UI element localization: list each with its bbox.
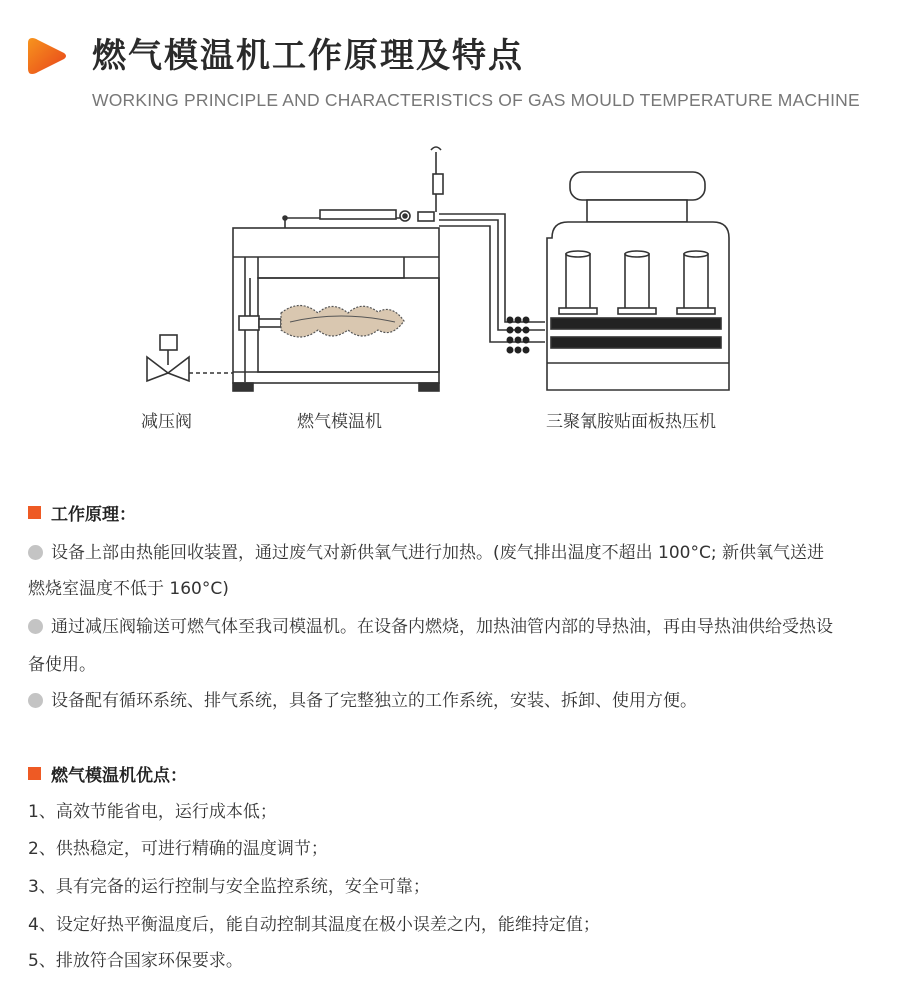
play-arrow-icon [26,34,70,78]
advantage-item: 4、设定好热平衡温度后，能自动控制其温度在极小误差之内，能维持定值； [28,915,600,935]
advantage-item: 5、排放符合国家环保要求。 [28,951,243,971]
bullet-icon [28,693,43,708]
page-subtitle: WORKING PRINCIPLE AND CHARACTERISTICS OF GAS MOULD TEMPERATURE MACHINE [92,90,860,110]
principle-heading: 工作原理： [28,500,136,525]
principle-line: 燃烧室温度不低于 160°C) [28,579,229,599]
principle-line: 设备上部由热能回收装置，通过废气对新供氧气进行加热。(废气排出温度不超出 100°C; 新供氧气送进 [28,538,824,563]
advantages-heading: 燃气模温机优点： [28,761,187,786]
advantage-item: 2、供热稳定，可进行精确的温度调节； [28,839,328,859]
orange-square-icon [28,767,41,780]
gas-machine-icon [233,147,545,391]
principle-line: 通过减压阀输送可燃气体至我司模温机。在设备内燃烧，加热油管内部的导热油，再由导热油供给受热设 [28,612,833,637]
orange-square-icon [28,506,41,519]
advantage-item: 1、高效节能省电，运行成本低； [28,802,277,822]
principle-line: 设备配有循环系统、排气系统，具备了完整独立的工作系统，安装、拆卸、使用方便。 [28,686,697,711]
bullet-icon [28,619,43,634]
page-title: 燃气模温机工作原理及特点 [92,36,524,76]
advantage-item: 3、具有完备的运行控制与安全监控系统，安全可靠； [28,877,430,897]
label-pressure-valve: 减压阀 [141,412,192,432]
pressure-reducing-valve-icon [147,335,234,381]
label-melamine-press: 三聚氰胺贴面板热压机 [546,412,716,432]
working-principle-diagram [0,130,900,440]
principle-line: 备使用。 [28,655,96,675]
melamine-press-icon [507,172,730,390]
label-gas-machine: 燃气模温机 [297,412,382,432]
bullet-icon [28,545,43,560]
